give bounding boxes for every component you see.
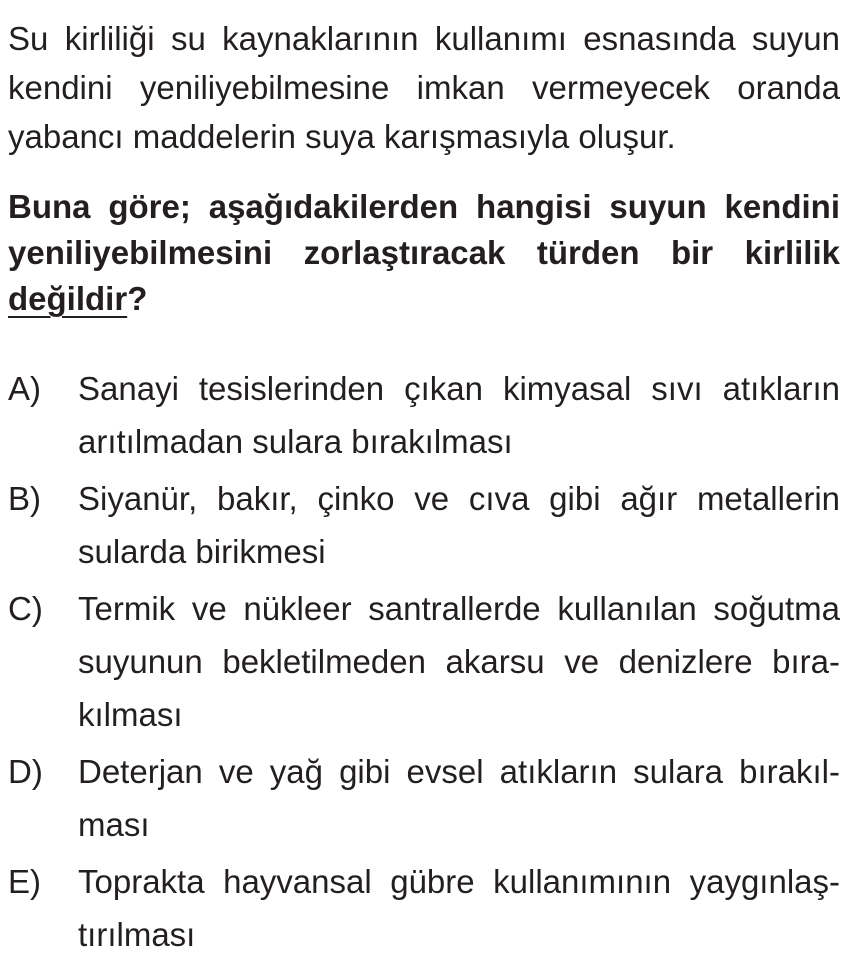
question-stem	[8, 184, 840, 322]
option-letter: A)	[8, 370, 41, 407]
option-a[interactable]	[8, 362, 840, 468]
question-text: Buna göre; aşağıdakilerden hangisi suyun kendini yeniliyebilmesini zorlaştıracak türden bir kirlilik	[8, 188, 840, 271]
option-text: Termik ve nükleer santrallerde kullanılan soğutma suyunun bekletilmeden akarsu ve denizlere bırakılması	[78, 590, 840, 733]
question-mark: ?	[127, 280, 148, 317]
answer-options	[8, 362, 840, 965]
negative-keyword: değildir	[8, 280, 128, 317]
passage-text: Su kirliliği su kaynaklarının kullanımı esnasında suyun kendini yeniliyebilmesine imkan vermeyecek oranda yabancı maddelerin suya karışmasıyla oluşur.	[8, 20, 840, 155]
option-text: Siyanür, bakır, çinko ve cıva gibi ağır metallerin sularda birikmesi	[78, 480, 840, 570]
option-letter: B)	[8, 480, 41, 517]
option-letter: C)	[8, 590, 43, 627]
option-e[interactable]	[8, 855, 840, 961]
option-text: Sanayi tesislerinden çıkan kimyasal sıvı atıkların arıtılmadan sulara bırakılması	[78, 370, 840, 460]
option-text: Deterjan ve yağ gibi evsel atıkların sulara bırakılması	[78, 753, 840, 843]
option-c[interactable]	[8, 582, 840, 741]
option-letter: E)	[8, 863, 41, 900]
option-d[interactable]	[8, 745, 840, 851]
option-letter: D)	[8, 753, 43, 790]
option-text: Toprakta hayvansal gübre kullanımının yaygınlaştırılması	[78, 863, 840, 953]
option-b[interactable]	[8, 472, 840, 578]
